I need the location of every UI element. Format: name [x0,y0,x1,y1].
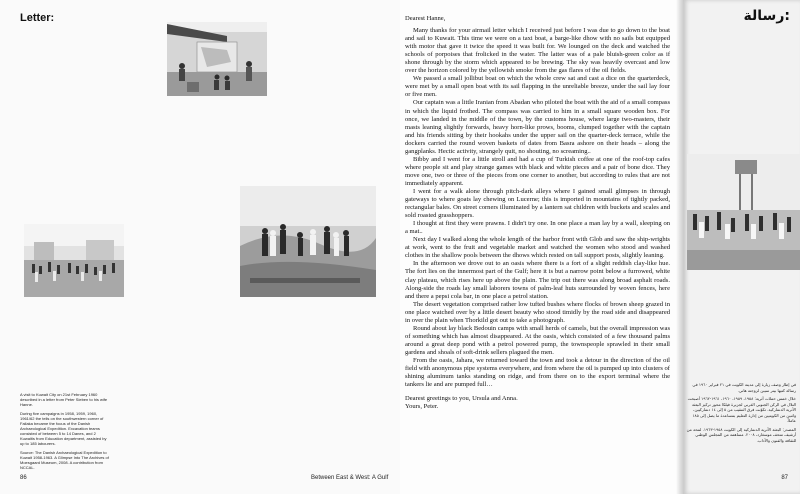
photo-village-crowd [24,224,124,297]
page-number-left: 86 [20,475,27,481]
arabic-caption-visit: في إطار وصف زيارة إلى مدينة الكويت في ٢١ فبراير ١٩٦٠ في رسالة كتبها بيتر سيبن لزوجته هاني. [692,382,796,393]
page-number-right: 87 [781,475,788,481]
page-title-english: Letter: [20,12,55,24]
page-title-arabic: رسالة: [743,8,790,24]
letter-paragraph: We passed a small jollibut boat on which the whole crew sat and cast a dice on the quarterdeck, were met by a small open boat with its sail flapping in the unreliable breeze, under the sail lay four or five men. [405,75,670,99]
letter-paragraph: Bibby and I went for a little stroll and had a cup of Turkish coffee at one of the roof-top cafes where people sit and play strange games with black and white pieces and a pair of bone dice. They move one, two or three of the pieces from one corner to another, but according to rules that are not immediately apparent. [405,155,670,187]
caption-source: Source: The Danish Archaeological Expedition to Kuwait 1958-1963. A Glimpse Into The Archives of Moesgaard Museum, 2008. A contribution from NCCAL. [20,450,109,470]
letter-body [405,15,670,411]
letter-paragraph: I thought at first they were prawns. I didn't try one. In one place a man lay by a wall, sleeping on a mat.. [405,220,670,236]
letter-paragraph: Round about lay black Bedouin camps with small herds of camels, but the overall impression was of something which has almost disappeared. At the oasis, which consisted of a few thousand palms around a great deep pond with a petrol powered pump, the townspeople sprawled in their small gardens and shoals of soft-drink sellers plagued the men. [405,324,670,356]
letter-signature: Yours, Peter. [405,403,439,411]
letter-paragraph: In the afternoon we drove out to an oasis where there is a fort of a slight reddish clay-like hue. The fort lies on the innermost part of the Gulf; here it is but a narrow point below a furrowed, white clay plateau, which rises here up above the plain. The trip out there was along broad asphalt roads. Along-side the roads lay small laborers towns of palm-leaf huts surrounded by woven fences, here and there a pepsi cola bar, in one place a petrol station. [405,260,670,300]
arabic-caption-block [686,382,796,446]
caption-campaigns: During five campaigns in 1958, 1959, 1960, 1961/62 the tells on the southwestern corner of Failaka became the focus of the Danish Archaeological Expedition. Excavation teams consisted of between 5 to 14 Danes, and 2 Kuwaitis from Education department, assisted by up to 185 labourers. [20,411,107,446]
caption-block [20,392,110,470]
letter-salutation: Dearest Hanne, [405,15,446,22]
letter-paragraph: Next day I walked along the whole length of the harbor front with Glob and saw the ship-wrights at work, went to the fruit and vegetable market and watched the women who stood and washed clothes in the shallow pools between the dhows which rested on tall support posts, slightly leaning. [405,236,670,260]
photo-crowd-watertower [687,154,800,270]
photo-excavation-labourers [240,186,376,297]
arabic-caption-source: المصدر: البعثة الأثرية الدنماركية إلى الكويت ١٩٥٨-١٩٦٣. لمحة من أرشيف متحف موسغارد، ٢٠٠٨. مساهمة من المجلس الوطني للثقافة والفنون والآداب. [686,426,796,443]
photo-classroom-maps [167,22,267,96]
letter-paragraph: Our captain was a little Iranian from Abadan who piloted the boat with the aid of a small compass in which the liquid frothed. The compass was carried to him in a small square wooden box. For once, we landed in the middle of the town, by the customs house, where large two-masters, their masts leaning slightly forwards, heavy horn-like prows, booms, clumped together with the captain and his friends sitting by their hookahs under the upper sail on the quarter-deck terrace, while the dockers carried the round woven baskets of dates from Basra ashore on their heads – along the gangplanks. Hectic activity, strangely quit, no shouting, no screaming.. [405,99,670,155]
letter-paragraph: The desert vegetation comprised rather low tufted bushes where flocks of brown sheep grazed in one place watched over by a little desert beauty who stood timidly by the road side and disappeared in over the plain when Thorkild got out to take a photograph. [405,300,670,324]
facing-page [683,0,800,494]
caption-visit: A visit to Kuwait City on 21st February 1960 described in a letter from Peter Sieben to his wife Hanne. [20,392,108,407]
running-footer: Between East & West: A Gulf [311,475,389,481]
letter-closing: Dearest greetings to you, Ursula and Anna. [405,395,518,403]
letter-paragraph: From the oasis, Jahara, we returned toward the town and took a detour in the direction of the oil field with anonymous pipe systems everywhere, and from where the oil is pumped up into clusters of shining aluminum tanks standing on ridge, and from there on to the export terminal where the tankers lie and are pumped full… [405,356,670,389]
arabic-caption-campaigns: خلال خمس حملات أثرية: ١٩٥٨، ١٩٥٩، ١٩٦٠، ١٩٦١-١٩٦٢ أصبحت التلال في الركن الجنوبي الغربي لجزيرة فيلكا محور تركيز البعثة الأثرية الدنماركية. تكوّنت فرق التنقيب من ٥ إلى ١٤ دنماركيين، واثنين من الكويتيين من إدارة التعليم بمساعدة ما يصل إلى ١٨٥ عاملاً. [687,396,796,423]
letter-paragraph: Many thanks for your airmail letter which I received just before I was due to go down to the boat and sail to Kuwait. This time we were on a taxi boat, a barge-like dhow with no sails but equipped with motor that gave it twice the speed it was built for. We lounged on the deck and watched the schools of porpoises that frolicked in the water. The latter was of a pale bluish-green color as if shone through by the storm which appeared to be brewing. The sky was heavily overcast and low over the horizon colored by the yellowish smoke from the gas flares of the oil fields. [405,27,670,75]
letter-paragraph: I went for a walk alone through pitch-dark alleys where I gained small glimpses in through gateways to where goats lay chewing on Lucerne; this is imported in mountains of tightly packed, rectangular bales. On street corners illuminated by a lantern sat children with buckets and scales and sold roasted grasshoppers. [405,187,670,220]
